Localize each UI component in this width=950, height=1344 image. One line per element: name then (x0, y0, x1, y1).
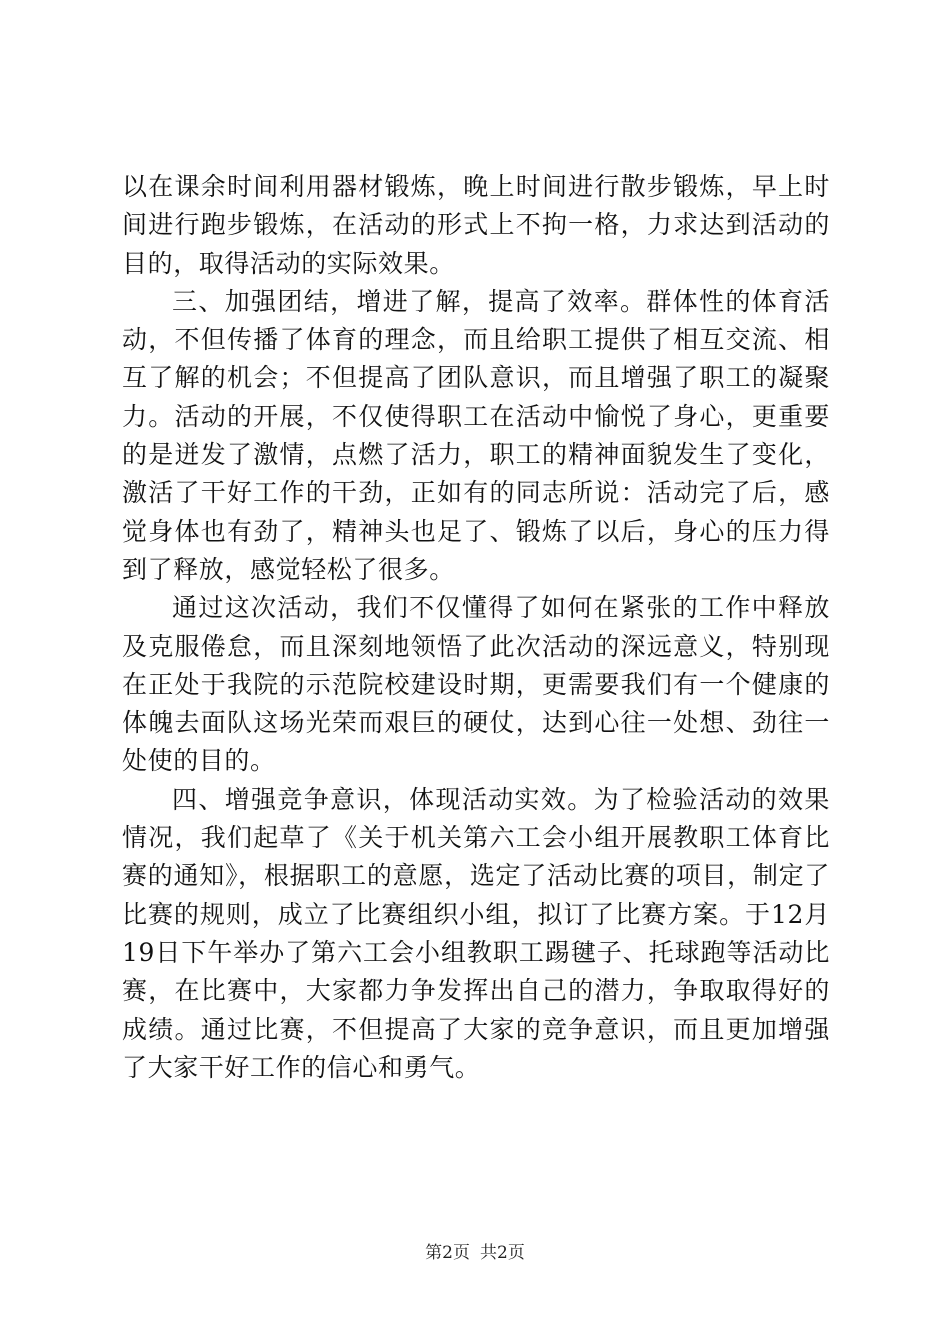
page-total: 共2页 (480, 1243, 525, 1263)
document-body (122, 168, 830, 1087)
page-footer (0, 1242, 950, 1264)
paragraph-continuation: 以在课余时间利用器材锻炼，晚上时间进行散步锻炼，早上时间进行跑步锻炼，在活动的形式上不拘一格，力求达到活动的目的，取得活动的实际效果。 (122, 172, 830, 278)
paragraph-unity-efficiency: 三、加强团结，增进了解，提高了效率。群体性的体育活动，不但传播了体育的理念，而且给职工提供了相互交流、相互了解的机会；不但提高了团队意识，而且增强了职工的凝聚力。活动的开展，不仅使得职工在活动中愉悦了身心，更重要的是迸发了激情，点燃了活力，职工的精神面貌发生了变化，激活了干好工作的干劲，正如有的同志所说：活动完了后，感觉身体也有劲了，精神头也足了、锻炼了以后，身心的压力得到了释放，感觉轻松了很多。 (122, 286, 830, 584)
page-number: 第2页 (425, 1243, 470, 1263)
paragraph-activity-significance: 通过这次活动，我们不仅懂得了如何在紧张的工作中释放及克服倦怠，而且深刻地领悟了此次活动的深远意义，特别现在正处于我院的示范院校建设时期，更需要我们有一个健康的体魄去面队这场光荣而艰巨的硬仗，达到心往一处想、劲往一处使的目的。 (122, 593, 830, 776)
paragraph-competition: 四、增强竞争意识，体现活动实效。为了检验活动的效果情况，我们起草了《关于机关第六工会小组开展教职工体育比赛的通知》，根据职工的意愿，选定了活动比赛的项目，制定了比赛的规则，成立了比赛组织小组，拟订了比赛方案。于12月19日下午举办了第六工会小组教职工踢毽子、托球跑等活动比赛，在比赛中，大家都力争发挥出自己的潜力，争取取得好的成绩。通过比赛，不但提高了大家的竞争意识，而且更加增强了大家干好工作的信心和勇气。 (122, 784, 830, 1082)
